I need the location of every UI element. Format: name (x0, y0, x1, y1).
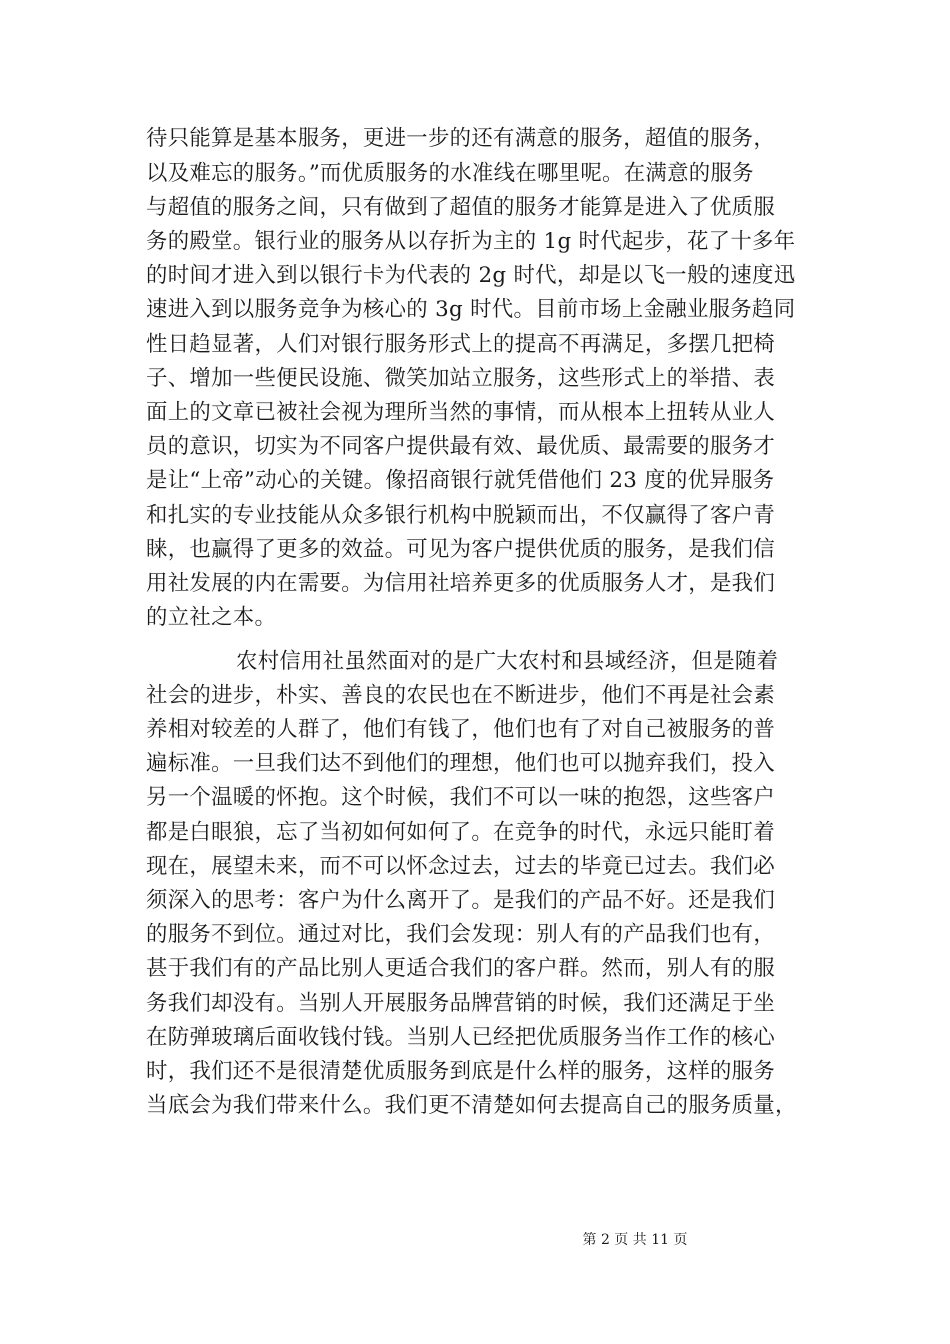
paragraph-first-line: 农村信用社虽然面对的是广大农村和县域经济，但是随着 (236, 649, 779, 674)
text-line: 遍标准。一旦我们达不到他们的理想，他们也可以抛弃我们，投入 (146, 751, 776, 776)
text-line: 都是白眼狼，忘了当初如何如何了。在竞争的时代，永远只能盯着 (146, 820, 776, 845)
text-line: 的时间才进入到以银行卡为代表的 2g 时代，却是以飞一般的速度迅 (146, 263, 796, 288)
text-line: 务我们却没有。当别人开展服务品牌营销的时候，我们还满足于坐 (146, 991, 776, 1016)
text-line: 性日趋显著，人们对银行服务形式上的提高不再满足，多摆几把椅 (146, 332, 776, 357)
text-line: 员的意识，切实为不同客户提供最有效、最优质、最需要的服务才 (146, 434, 776, 459)
text-line: 务的殿堂。银行业的服务从以存折为主的 1g 时代起步，花了十多年 (146, 229, 796, 254)
text-line: 当底会为我们带来什么。我们更不清楚如何去提高自己的服务质量， (146, 1093, 797, 1118)
text-line: 的服务不到位。通过对比，我们会发现：别人有的产品我们也有， (146, 922, 776, 947)
text-line: 时，我们还不是很清楚优质服务到底是什么样的服务，这样的服务 (146, 1059, 776, 1084)
text-line: 须深入的思考：客户为什么离开了。是我们的产品不好。还是我们 (146, 888, 776, 913)
text-line: 养相对较差的人群了，他们有钱了，他们也有了对自己被服务的普 (146, 717, 776, 742)
page-footer (0, 1231, 950, 1249)
text-line: 待只能算是基本服务，更进一步的还有满意的服务，超值的服务， (146, 126, 776, 151)
text-line: 用社发展的内在需要。为信用社培养更多的优质服务人才，是我们 (146, 571, 776, 596)
text-line: 面上的文章已被社会视为理所当然的事情，而从根本上扭转从业人 (146, 400, 776, 425)
text-line: 在防弹玻璃后面收钱付钱。当别人已经把优质服务当作工作的核心 (146, 1025, 776, 1050)
text-line: 速进入到以服务竞争为核心的 3g 时代。目前市场上金融业服务趋同 (146, 297, 796, 322)
text-line: 是让“上帝”动心的关键。像招商银行就凭借他们 23 度的优异服务 (146, 468, 775, 493)
text-line: 社会的进步，朴实、善良的农民也在不断进步，他们不再是社会素 (146, 683, 776, 708)
text-line: 现在，展望未来，而不可以怀念过去，过去的毕竟已过去。我们必 (146, 854, 776, 879)
page-number: 第 2 页 共 11 页 (582, 1232, 688, 1248)
text-line: 与超值的服务之间，只有做到了超值的服务才能算是进入了优质服 (146, 195, 776, 220)
text-line: 睐，也赢得了更多的效益。可见为客户提供优质的服务，是我们信 (146, 537, 776, 562)
text-line: 甚于我们有的产品比别人更适合我们的客户群。然而，别人有的服 (146, 956, 776, 981)
text-line: 以及难忘的服务。”而优质服务的水准线在哪里呢。在满意的服务 (146, 161, 754, 186)
text-line: 另一个温暖的怀抱。这个时候，我们不可以一味的抱怨，这些客户 (146, 785, 776, 810)
text-line: 和扎实的专业技能从众多银行机构中脱颖而出，不仅赢得了客户青 (146, 503, 776, 528)
text-line: 子、增加一些便民设施、微笑加站立服务，这些形式上的举措、表 (146, 366, 776, 391)
text-line: 的立社之本。 (146, 605, 277, 630)
